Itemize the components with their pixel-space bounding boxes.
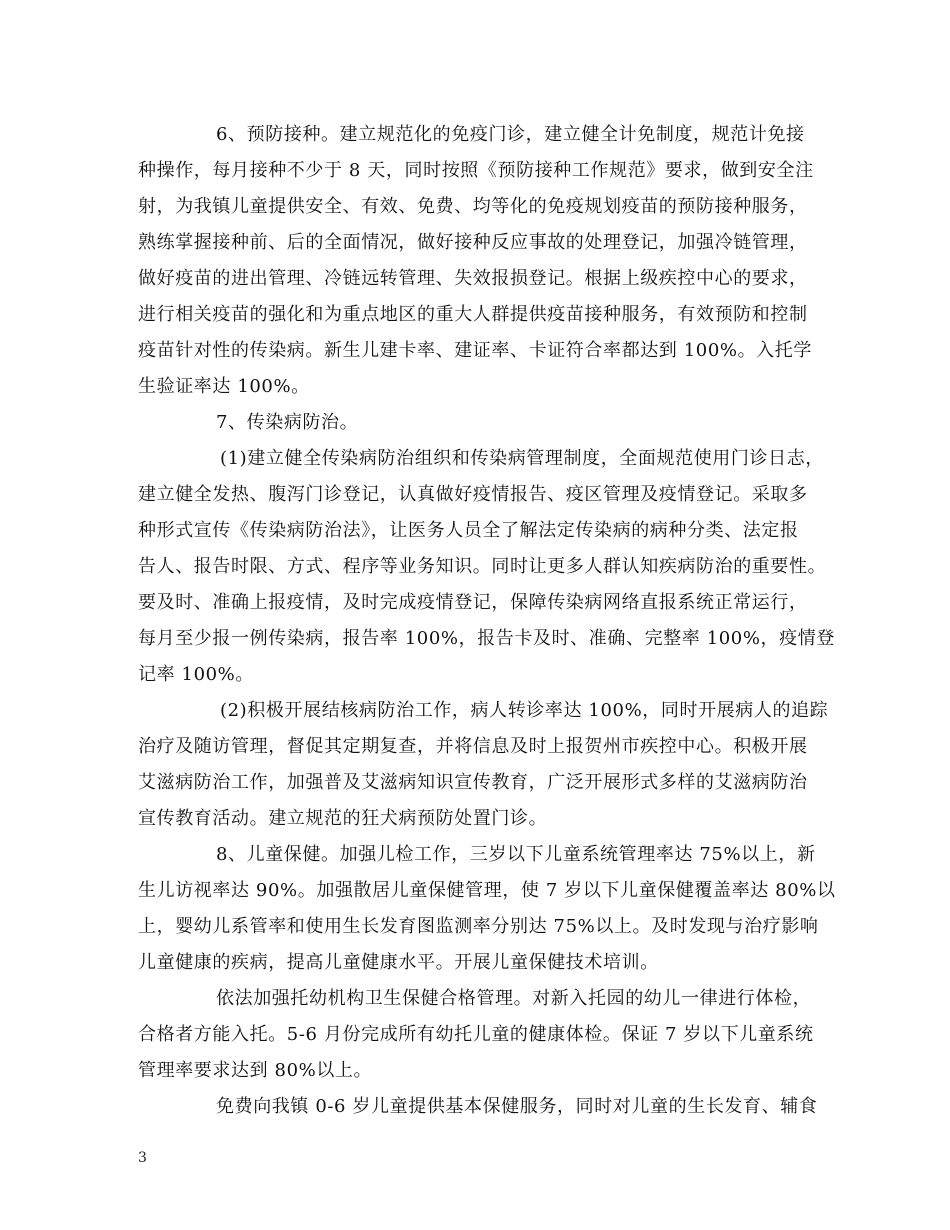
text-line: 8、儿童保健。加强儿检工作，三岁以下儿童系统管理率达 75%以上，新 (216, 844, 816, 865)
text-line: 宣传教育活动。建立规范的狂犬病预防处置门诊。 (138, 808, 548, 829)
text-line: 熟练掌握接种前、后的全面情况，做好接种反应事故的处理登记，加强冷链管理， (138, 232, 808, 253)
text-line: 记率 100%。 (138, 664, 254, 685)
text-line: 免费向我镇 0-6 岁儿童提供基本保健服务，同时对儿童的生长发育、辅食 (216, 1096, 818, 1117)
text-line: 要及时、准确上报疫情，及时完成疫情登记，保障传染病网络直报系统正常运行， (138, 592, 808, 613)
section-heading: 7、传染病防治。 (216, 412, 359, 433)
text-line: 进行相关疫苗的强化和为重点地区的重大人群提供疫苗接种服务，有效预防和控制 (138, 304, 808, 325)
text-line: 告人、报告时限、方式、程序等业务知识。同时让更多人群认知疾病防治的重要性。 (138, 556, 827, 577)
text-line: 合格者方能入托。5-6 月份完成所有幼托儿童的健康体检。保证 7 岁以下儿童系统 (138, 1024, 814, 1045)
text-line: 6、预防接种。建立规范化的免疫门诊，建立健全计免制度，规范计免接 (216, 124, 805, 145)
text-line: 艾滋病防治工作，加强普及艾滋病知识宣传教育，广泛开展形式多样的艾滋病防治 (138, 772, 808, 793)
text-line: 做好疫苗的进出管理、冷链远转管理、失效报损登记。根据上级疾控中心的要求， (138, 268, 808, 289)
text-line: 上，婴幼儿系管率和使用生长发育图监测率分别达 75%以上。及时发现与治疗影响 (138, 916, 819, 937)
text-line: 管理率要求达到 80%以上。 (138, 1060, 373, 1081)
page-number: 3 (138, 1150, 147, 1166)
text-line: 生验证率达 100%。 (138, 376, 310, 397)
text-line: 种操作，每月接种不少于 8 天，同时按照《预防接种工作规范》要求，做到安全注 (138, 160, 814, 181)
text-line: 射，为我镇儿童提供安全、有效、免费、均等化的免疫规划疫苗的预防接种服务， (138, 196, 808, 217)
text-line: 每月至少报一例传染病，报告率 100%，报告卡及时、准确、完整率 100%，疫情登 (138, 628, 835, 649)
text-line: 建立健全发热、腹泻门诊登记，认真做好疫情报告、疫区管理及疫情登记。采取多 (138, 484, 808, 505)
text-line: 生儿访视率达 90%。加强散居儿童保健管理，使 7 岁以下儿童保健覆盖率达 80%以 (138, 880, 836, 901)
text-line: 依法加强托幼机构卫生保健合格管理。对新入托园的幼儿一律进行体检， (216, 988, 812, 1009)
text-line: (2)积极开展结核病防治工作，病人转诊率达 100%，同时开展病人的追踪 (220, 700, 829, 721)
text-line: 儿童健康的疾病，提高儿童健康水平。开展儿童保健技术培训。 (138, 952, 659, 973)
text-line: (1)建立健全传染病防治组织和传染病管理制度，全面规范使用门诊日志， (220, 448, 824, 469)
text-line: 种形式宣传《传染病防治法》，让医务人员全了解法定传染病的病种分类、法定报 (138, 520, 799, 541)
text-line: 治疗及随访管理，督促其定期复查，并将信息及时上报贺州市疾控中心。积极开展 (138, 736, 808, 757)
text-line: 疫苗针对性的传染病。新生儿建卡率、建证率、卡证符合率都达到 100%。入托学 (138, 340, 812, 361)
